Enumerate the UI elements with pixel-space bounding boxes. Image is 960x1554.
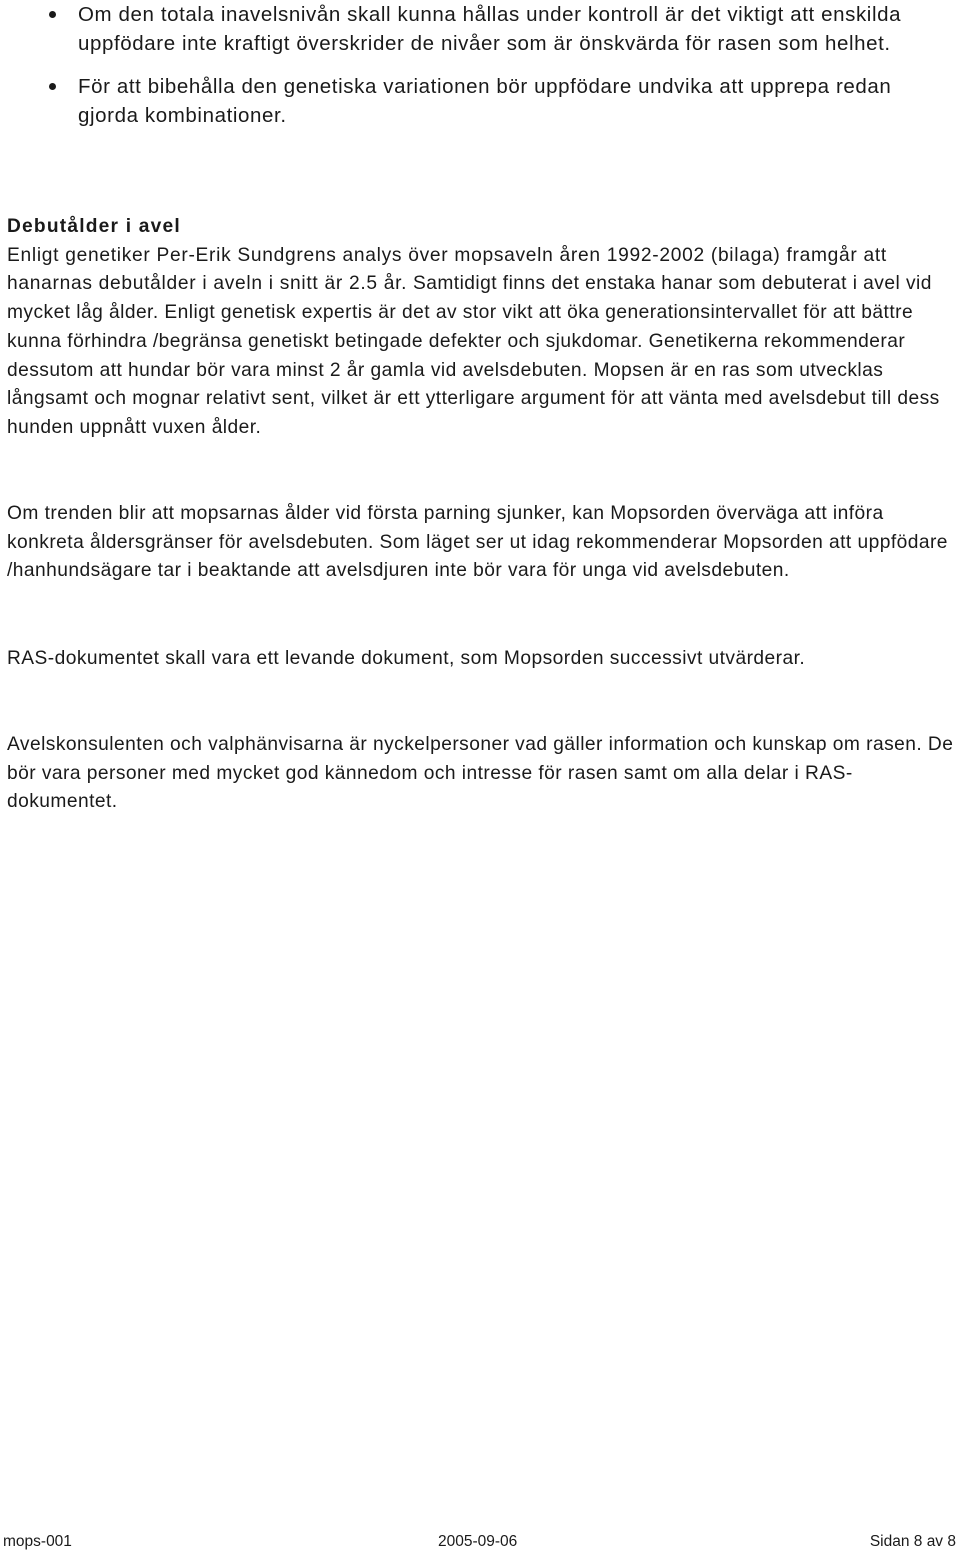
paragraph-age-limits: Om trenden blir att mopsarnas ålder vid första parning sjunker, kan Mopsorden överväga att införa konkreta åldersgränser för avelsdebuten. Som läget ser ut idag rekommenderar Mopsorden att uppfödare /hanhundsägare tar i beaktande att avelsdjuren inte bör vara för unga vid avelsdebuten. bbox=[7, 503, 948, 582]
section-rest: Samtidigt finns det enstaka hanar som debuterat i avel vid mycket låg ålder. Enligt genetisk expertis är det av stor vikt att öka generationsintervallet för att bättre kunna förhindra /begränsa genetiskt betingade defekter och sjukdomar. Genetikerna rekommenderar dessutom att hundar bör vara minst 2 år gamla vid avelsdebuten. Mopsen är en ras som utvecklas långsamt och mognar relativt sent, vilket är ett ytterligare argument för att vänta med avelsdebut till dess hunden uppnått vuxen ålder. bbox=[7, 273, 940, 438]
page-footer bbox=[0, 1531, 960, 1553]
footer-page-number: Sidan 8 av 8 bbox=[869, 1533, 956, 1550]
bullet-icon bbox=[49, 11, 56, 18]
paragraph-living-document: RAS-dokumentet skall vara ett levande dokument, som Mopsorden successivt utvärderar. bbox=[7, 648, 806, 669]
bullet-icon bbox=[49, 83, 56, 90]
footer-date: 2005-09-06 bbox=[438, 1533, 518, 1550]
bullet-list bbox=[40, 0, 955, 144]
paragraph-key-persons: Avelskonsulenten och valphänvisarna är nyckelpersoner vad gäller information och kunskap om rasen. De bör vara personer med mycket god kännedom och intresse för rasen samt om alla delar i RAS-dokumentet. bbox=[7, 734, 954, 813]
list-item bbox=[40, 0, 955, 58]
bullet-text: För att bibehålla den genetiska variationen bör uppfödare undvika att upprepa redan gjorda kombinationer. bbox=[78, 75, 892, 127]
section-body bbox=[7, 242, 955, 443]
section-heading: Debutålder i avel bbox=[7, 216, 181, 237]
list-item bbox=[40, 72, 955, 130]
footer-doc-id: mops-001 bbox=[3, 1533, 72, 1550]
section-intro: Enligt genetiker Per-Erik Sundgrens analys över mopsaveln åren 1992-2002 (bilaga) framgår att hanarnas debutålder i aveln i snitt är 2.5 år. bbox=[7, 244, 887, 295]
bullet-text: Om den totala inavelsnivån skall kunna hållas under kontroll är det viktigt att enskilda uppfödare inte kraftigt överskrider de nivåer som är önskvärda för rasen som helhet. bbox=[78, 3, 902, 55]
section-debut-age bbox=[7, 213, 955, 443]
